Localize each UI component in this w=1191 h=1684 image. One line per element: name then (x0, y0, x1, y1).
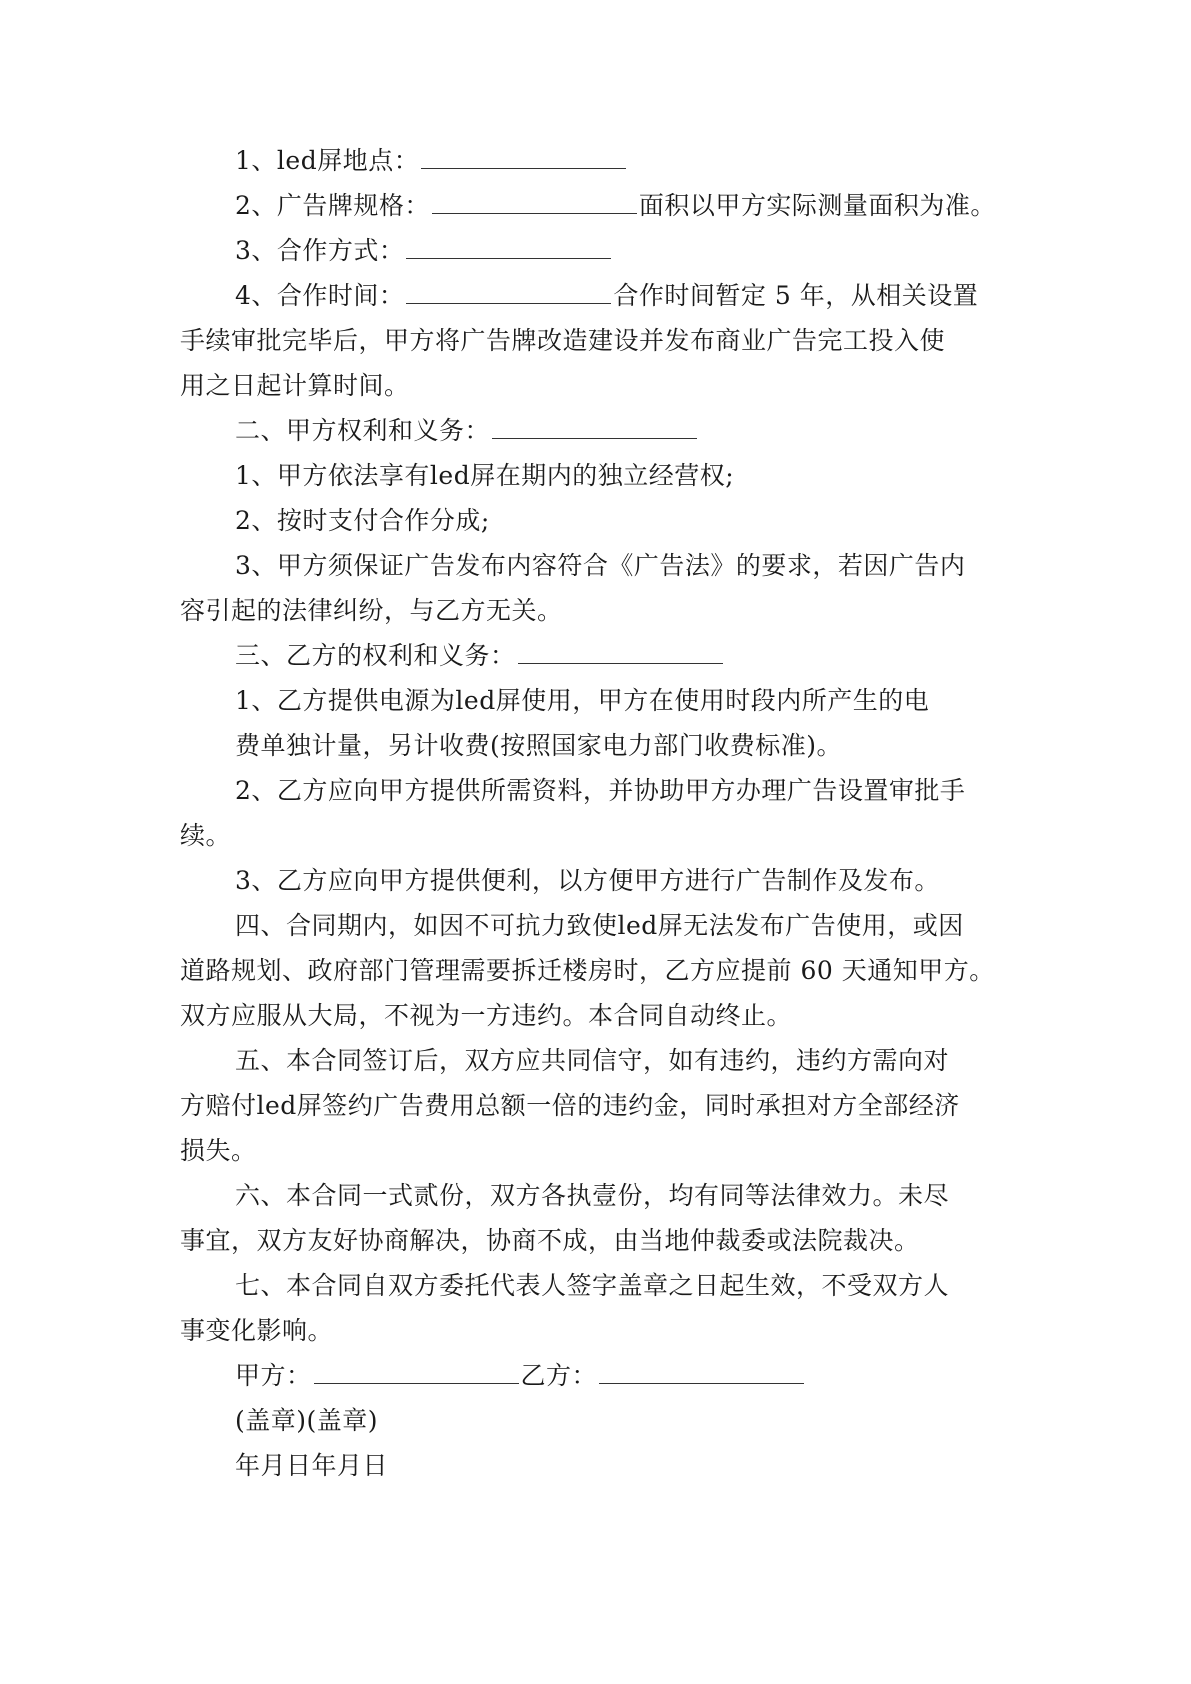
paragraph-line: 2、乙方应向甲方提供所需资料，并协助甲方办理广告设置审批手 (235, 776, 966, 805)
clause-coop-method (180, 228, 1030, 273)
clause-led-location (180, 138, 1030, 183)
coop-time-note: 合作时间暂定 5 年，从相关设置 (613, 281, 979, 310)
led-location-blank (421, 142, 626, 169)
paragraph-line: 3、甲方须保证广告发布内容符合《广告法》的要求，若因广告内 (235, 551, 966, 580)
paragraph-line: 六、本合同一式贰份，双方各执壹份，均有同等法律效力。未尽 (235, 1181, 950, 1210)
billboard-spec-note: 面积以甲方实际测量面积为准。 (638, 191, 996, 220)
signature-line (180, 1353, 1030, 1398)
paragraph-line: 容引起的法律纠纷，与乙方无关。 (180, 596, 563, 625)
section-heading: 三、乙方的权利和义务： (235, 641, 516, 670)
party-a-label: 甲方： (235, 1361, 312, 1390)
section-party-b-rights (180, 633, 1030, 678)
party-a-rights-blank (492, 412, 697, 439)
paragraph-line: 四、合同期内，如因不可抗力致使led屏无法发布广告使用，或因 (235, 911, 964, 940)
paragraph-line: 1、甲方依法享有led屏在期内的独立经营权; (235, 461, 735, 490)
paragraph-line: 用之日起计算时间。 (180, 371, 410, 400)
party-b-rights-blank (518, 637, 723, 664)
paragraph-line: 3、乙方应向甲方提供便利，以方便甲方进行广告制作及发布。 (235, 866, 940, 895)
paragraph-line: 2、按时支付合作分成; (235, 506, 490, 535)
billboard-spec-label: 2、广告牌规格： (235, 191, 430, 220)
clause-billboard-spec (180, 183, 1030, 228)
clause-coop-time (180, 273, 1030, 318)
paragraph-line: 1、乙方提供电源为led屏使用，甲方在使用时段内所产生的电 (235, 686, 930, 715)
paragraph-line: 续。 (180, 821, 232, 850)
coop-time-blank (406, 277, 611, 304)
paragraph-line: 双方应服从大局，不视为一方违约。本合同自动终止。 (180, 1001, 793, 1030)
led-location-label: 1、led屏地点： (235, 146, 420, 175)
paragraph-line: 费单独计量，另计收费(按照国家电力部门收费标准)。 (235, 731, 843, 760)
date-line: 年月日年月日 (235, 1451, 389, 1480)
section-party-a-rights (180, 408, 1030, 453)
party-b-blank (599, 1357, 804, 1384)
billboard-spec-blank (432, 187, 637, 214)
contract-page (180, 138, 1030, 1488)
seal-line: (盖章)(盖章) (235, 1406, 379, 1435)
party-a-blank (314, 1357, 519, 1384)
paragraph-line: 五、本合同签订后，双方应共同信守，如有违约，违约方需向对 (235, 1046, 950, 1075)
paragraph-line: 七、本合同自双方委托代表人签字盖章之日起生效，不受双方人 (235, 1271, 950, 1300)
paragraph-line: 手续审批完毕后，甲方将广告牌改造建设并发布商业广告完工投入使 (180, 326, 946, 355)
paragraph-line: 事变化影响。 (180, 1316, 334, 1345)
paragraph-line: 事宜，双方友好协商解决，协商不成，由当地仲裁委或法院裁决。 (180, 1226, 920, 1255)
section-heading: 二、甲方权利和义务： (235, 416, 491, 445)
coop-method-blank (406, 232, 611, 259)
paragraph-line: 道路规划、政府部门管理需要拆迁楼房时，乙方应提前 60 天通知甲方。 (180, 956, 995, 985)
coop-time-label: 4、合作时间： (235, 281, 405, 310)
paragraph-line: 损失。 (180, 1136, 257, 1165)
paragraph-line: 方赔付led屏签约广告费用总额一倍的违约金，同时承担对方全部经济 (180, 1091, 960, 1120)
party-b-label: 乙方： (520, 1361, 598, 1390)
coop-method-label: 3、合作方式： (235, 236, 405, 265)
